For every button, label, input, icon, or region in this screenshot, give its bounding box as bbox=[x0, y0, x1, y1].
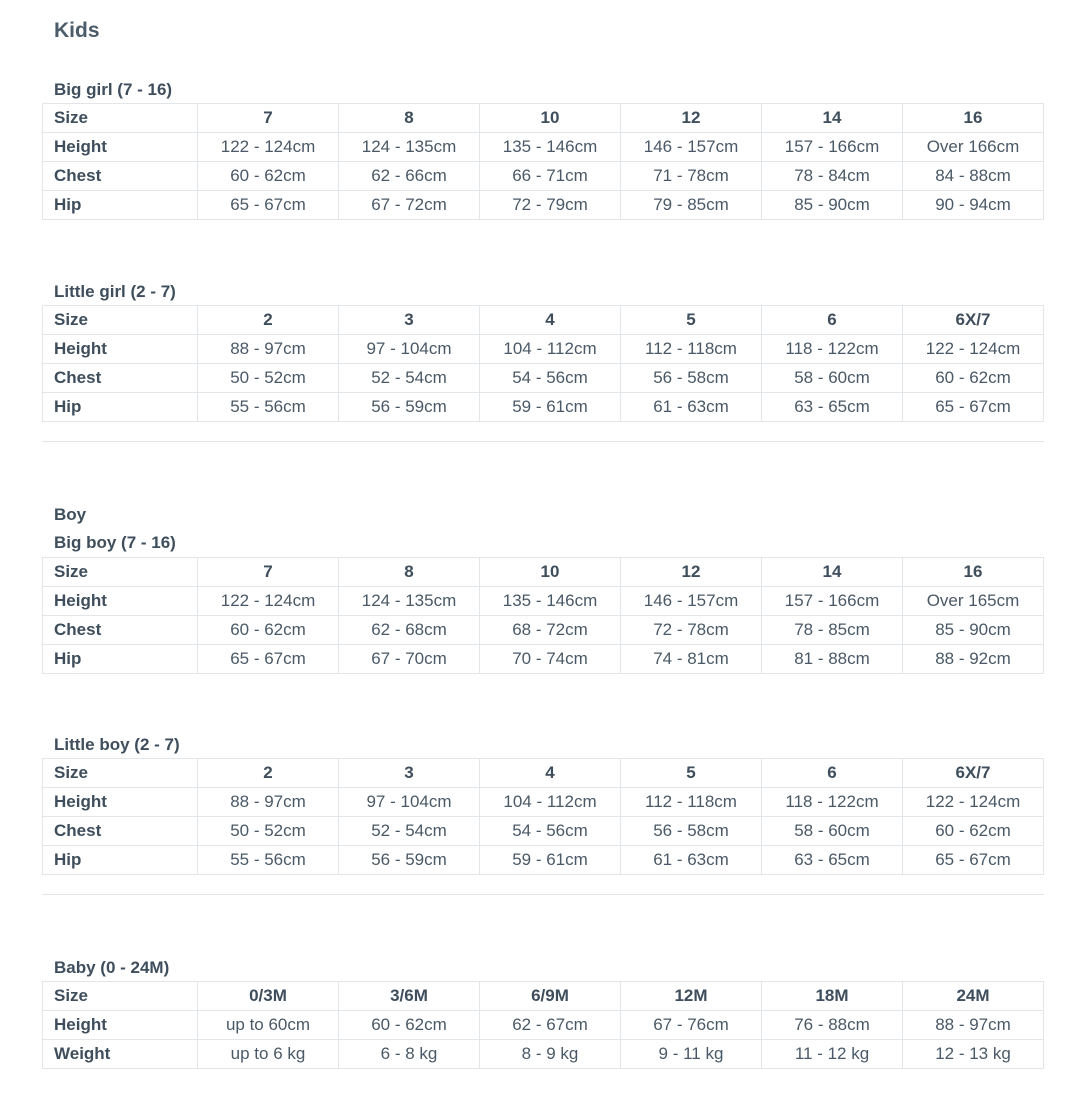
page-title: Kids bbox=[54, 19, 100, 42]
size-header-cell: 3/6M bbox=[339, 982, 480, 1011]
table-row bbox=[43, 817, 1044, 846]
table-cell: Over 166cm bbox=[903, 133, 1044, 162]
little-girl-size-table bbox=[42, 305, 1044, 422]
size-header-cell: 7 bbox=[198, 558, 339, 587]
table-cell: 56 - 59cm bbox=[339, 393, 480, 422]
row-label: Hip bbox=[43, 645, 198, 674]
little-boy-size-table bbox=[42, 758, 1044, 875]
table-row bbox=[43, 191, 1044, 220]
table-cell: 78 - 84cm bbox=[762, 162, 903, 191]
table-row bbox=[43, 616, 1044, 645]
table-cell: 67 - 76cm bbox=[621, 1011, 762, 1040]
table-cell: up to 60cm bbox=[198, 1011, 339, 1040]
little-girl-heading: Little girl (2 - 7) bbox=[54, 282, 176, 301]
row-label: Chest bbox=[43, 364, 198, 393]
size-header-cell: 5 bbox=[621, 306, 762, 335]
table-cell: 54 - 56cm bbox=[480, 364, 621, 393]
table-cell: 124 - 135cm bbox=[339, 133, 480, 162]
table-row bbox=[43, 104, 1044, 133]
table-cell: 72 - 78cm bbox=[621, 616, 762, 645]
table-cell: 135 - 146cm bbox=[480, 133, 621, 162]
table-cell: 122 - 124cm bbox=[198, 587, 339, 616]
table-cell: 52 - 54cm bbox=[339, 817, 480, 846]
table-cell: 118 - 122cm bbox=[762, 335, 903, 364]
size-header-cell: 24M bbox=[903, 982, 1044, 1011]
row-label: Height bbox=[43, 133, 198, 162]
size-header-cell: 10 bbox=[480, 104, 621, 133]
size-header-cell: 4 bbox=[480, 759, 621, 788]
table-cell: 112 - 118cm bbox=[621, 335, 762, 364]
table-cell: 97 - 104cm bbox=[339, 335, 480, 364]
table-cell: 56 - 59cm bbox=[339, 846, 480, 875]
table-cell: 157 - 166cm bbox=[762, 133, 903, 162]
row-label: Size bbox=[43, 306, 198, 335]
table-cell: 11 - 12 kg bbox=[762, 1040, 903, 1069]
table-cell: 62 - 66cm bbox=[339, 162, 480, 191]
table-row bbox=[43, 1011, 1044, 1040]
big-girl-heading: Big girl (7 - 16) bbox=[54, 80, 173, 99]
table-cell: 52 - 54cm bbox=[339, 364, 480, 393]
table-cell: 88 - 97cm bbox=[903, 1011, 1044, 1040]
baby-heading: Baby (0 - 24M) bbox=[54, 958, 170, 977]
table-cell: 146 - 157cm bbox=[621, 587, 762, 616]
table-cell: 124 - 135cm bbox=[339, 587, 480, 616]
size-header-cell: 3 bbox=[339, 759, 480, 788]
table-cell: 112 - 118cm bbox=[621, 788, 762, 817]
table-cell: 72 - 79cm bbox=[480, 191, 621, 220]
table-cell: 88 - 92cm bbox=[903, 645, 1044, 674]
table-cell: up to 6 kg bbox=[198, 1040, 339, 1069]
table-cell: 55 - 56cm bbox=[198, 846, 339, 875]
table-cell: 59 - 61cm bbox=[480, 393, 621, 422]
table-cell: 67 - 70cm bbox=[339, 645, 480, 674]
table-cell: 122 - 124cm bbox=[903, 788, 1044, 817]
size-header-cell: 16 bbox=[903, 558, 1044, 587]
table-row bbox=[43, 558, 1044, 587]
section-divider bbox=[42, 894, 1044, 895]
size-header-cell: 12 bbox=[621, 104, 762, 133]
size-header-cell: 4 bbox=[480, 306, 621, 335]
table-cell: 56 - 58cm bbox=[621, 364, 762, 393]
table-cell: 60 - 62cm bbox=[198, 616, 339, 645]
size-header-cell: 10 bbox=[480, 558, 621, 587]
table-row bbox=[43, 788, 1044, 817]
row-label: Size bbox=[43, 982, 198, 1011]
row-label: Weight bbox=[43, 1040, 198, 1069]
table-row bbox=[43, 645, 1044, 674]
table-cell: 71 - 78cm bbox=[621, 162, 762, 191]
row-label: Chest bbox=[43, 616, 198, 645]
table-row bbox=[43, 133, 1044, 162]
table-cell: 54 - 56cm bbox=[480, 817, 621, 846]
size-header-cell: 2 bbox=[198, 759, 339, 788]
table-cell: 84 - 88cm bbox=[903, 162, 1044, 191]
size-header-cell: 5 bbox=[621, 759, 762, 788]
table-row bbox=[43, 306, 1044, 335]
row-label: Height bbox=[43, 1011, 198, 1040]
table-row bbox=[43, 162, 1044, 191]
table-cell: 12 - 13 kg bbox=[903, 1040, 1044, 1069]
size-header-cell: 6 bbox=[762, 306, 903, 335]
table-row bbox=[43, 982, 1044, 1011]
table-row bbox=[43, 587, 1044, 616]
table-cell: 61 - 63cm bbox=[621, 846, 762, 875]
size-header-cell: 3 bbox=[339, 306, 480, 335]
row-label: Hip bbox=[43, 191, 198, 220]
table-cell: 88 - 97cm bbox=[198, 335, 339, 364]
size-header-cell: 8 bbox=[339, 104, 480, 133]
table-cell: 9 - 11 kg bbox=[621, 1040, 762, 1069]
table-cell: 60 - 62cm bbox=[903, 364, 1044, 393]
table-cell: 118 - 122cm bbox=[762, 788, 903, 817]
table-cell: 104 - 112cm bbox=[480, 335, 621, 364]
table-cell: 85 - 90cm bbox=[762, 191, 903, 220]
row-label: Chest bbox=[43, 162, 198, 191]
big-boy-size-table bbox=[42, 557, 1044, 674]
big-girl-size-table bbox=[42, 103, 1044, 220]
size-header-cell: 2 bbox=[198, 306, 339, 335]
table-cell: 81 - 88cm bbox=[762, 645, 903, 674]
table-row bbox=[43, 393, 1044, 422]
size-header-cell: 16 bbox=[903, 104, 1044, 133]
table-cell: 60 - 62cm bbox=[903, 817, 1044, 846]
table-cell: 55 - 56cm bbox=[198, 393, 339, 422]
row-label: Height bbox=[43, 788, 198, 817]
baby-size-table bbox=[42, 981, 1044, 1069]
table-row bbox=[43, 364, 1044, 393]
table-row bbox=[43, 759, 1044, 788]
table-cell: 122 - 124cm bbox=[198, 133, 339, 162]
size-header-cell: 14 bbox=[762, 558, 903, 587]
row-label: Size bbox=[43, 558, 198, 587]
table-cell: 65 - 67cm bbox=[198, 191, 339, 220]
table-cell: 56 - 58cm bbox=[621, 817, 762, 846]
size-header-cell: 0/3M bbox=[198, 982, 339, 1011]
table-cell: 146 - 157cm bbox=[621, 133, 762, 162]
size-header-cell: 12M bbox=[621, 982, 762, 1011]
table-cell: 63 - 65cm bbox=[762, 393, 903, 422]
table-cell: 66 - 71cm bbox=[480, 162, 621, 191]
table-cell: 85 - 90cm bbox=[903, 616, 1044, 645]
row-label: Chest bbox=[43, 817, 198, 846]
table-row bbox=[43, 1040, 1044, 1069]
size-header-cell: 6X/7 bbox=[903, 306, 1044, 335]
table-cell: 50 - 52cm bbox=[198, 817, 339, 846]
table-cell: 104 - 112cm bbox=[480, 788, 621, 817]
table-cell: 90 - 94cm bbox=[903, 191, 1044, 220]
table-cell: 78 - 85cm bbox=[762, 616, 903, 645]
table-cell: 122 - 124cm bbox=[903, 335, 1044, 364]
table-cell: 88 - 97cm bbox=[198, 788, 339, 817]
table-cell: 135 - 146cm bbox=[480, 587, 621, 616]
table-row bbox=[43, 335, 1044, 364]
size-header-cell: 6 bbox=[762, 759, 903, 788]
row-label: Size bbox=[43, 104, 198, 133]
table-cell: 65 - 67cm bbox=[198, 645, 339, 674]
table-cell: 67 - 72cm bbox=[339, 191, 480, 220]
table-cell: 65 - 67cm bbox=[903, 393, 1044, 422]
size-header-cell: 7 bbox=[198, 104, 339, 133]
little-boy-heading: Little boy (2 - 7) bbox=[54, 735, 180, 754]
row-label: Size bbox=[43, 759, 198, 788]
table-cell: 58 - 60cm bbox=[762, 364, 903, 393]
row-label: Hip bbox=[43, 393, 198, 422]
table-cell: 68 - 72cm bbox=[480, 616, 621, 645]
table-cell: 58 - 60cm bbox=[762, 817, 903, 846]
table-cell: 8 - 9 kg bbox=[480, 1040, 621, 1069]
table-cell: 76 - 88cm bbox=[762, 1011, 903, 1040]
table-cell: 62 - 68cm bbox=[339, 616, 480, 645]
table-cell: 157 - 166cm bbox=[762, 587, 903, 616]
table-cell: 62 - 67cm bbox=[480, 1011, 621, 1040]
size-header-cell: 8 bbox=[339, 558, 480, 587]
size-header-cell: 14 bbox=[762, 104, 903, 133]
big-boy-heading: Big boy (7 - 16) bbox=[54, 533, 176, 552]
table-cell: 6 - 8 kg bbox=[339, 1040, 480, 1069]
table-cell: 65 - 67cm bbox=[903, 846, 1044, 875]
table-cell: 74 - 81cm bbox=[621, 645, 762, 674]
size-header-cell: 6/9M bbox=[480, 982, 621, 1011]
row-label: Height bbox=[43, 587, 198, 616]
table-cell: Over 165cm bbox=[903, 587, 1044, 616]
boy-section-heading: Boy bbox=[54, 505, 87, 524]
table-row bbox=[43, 846, 1044, 875]
row-label: Height bbox=[43, 335, 198, 364]
table-cell: 60 - 62cm bbox=[339, 1011, 480, 1040]
table-cell: 59 - 61cm bbox=[480, 846, 621, 875]
size-header-cell: 12 bbox=[621, 558, 762, 587]
table-cell: 61 - 63cm bbox=[621, 393, 762, 422]
size-header-cell: 18M bbox=[762, 982, 903, 1011]
row-label: Hip bbox=[43, 846, 198, 875]
section-divider bbox=[42, 441, 1044, 442]
table-cell: 79 - 85cm bbox=[621, 191, 762, 220]
table-cell: 63 - 65cm bbox=[762, 846, 903, 875]
table-cell: 50 - 52cm bbox=[198, 364, 339, 393]
size-header-cell: 6X/7 bbox=[903, 759, 1044, 788]
table-cell: 70 - 74cm bbox=[480, 645, 621, 674]
table-cell: 60 - 62cm bbox=[198, 162, 339, 191]
table-cell: 97 - 104cm bbox=[339, 788, 480, 817]
